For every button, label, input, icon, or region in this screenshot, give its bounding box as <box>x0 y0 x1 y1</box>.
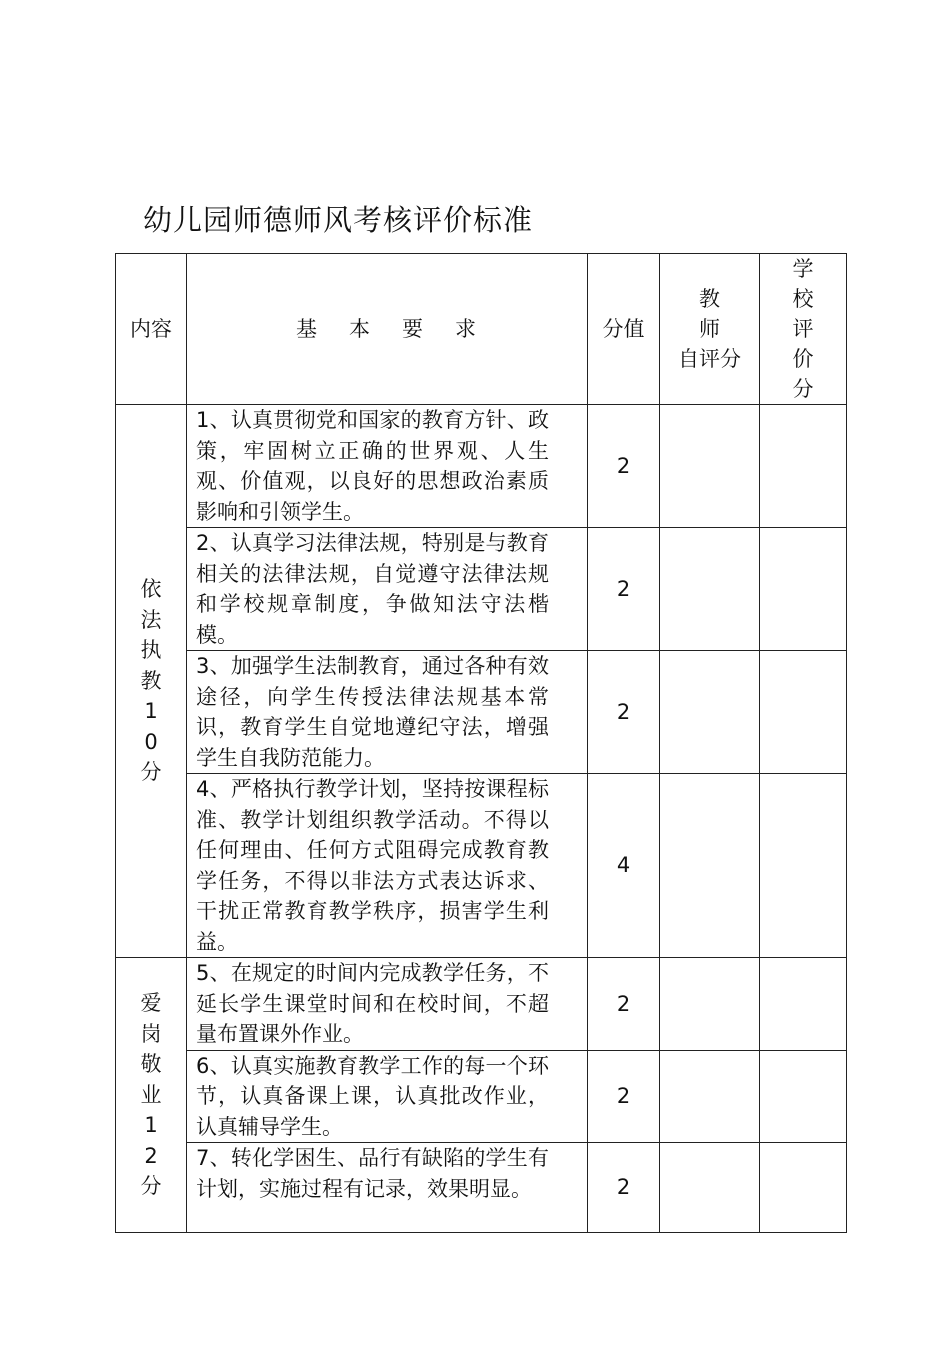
teacher-self-score-cell[interactable] <box>660 958 760 1051</box>
requirement-text: 4、严格执行教学计划，坚持按课程标准、教学计划组织教学活动。不得以任何理由、任何方式阻碍完成教育教学任务，不得以非法方式表达诉求、干扰正常教育教学秩序，损害学生利益。 <box>196 777 549 954</box>
score-cell: 2 <box>588 528 660 651</box>
header-requirements: 基本要求 <box>187 254 588 405</box>
school-eval-cell[interactable] <box>760 1050 847 1143</box>
requirement-cell <box>187 528 588 651</box>
score-cell: 2 <box>588 1050 660 1143</box>
score-cell: 4 <box>588 774 660 958</box>
school-eval-cell[interactable] <box>760 405 847 528</box>
requirement-text: 6、认真实施教育教学工作的每一个环节，认真备课上课，认真批改作业，认真辅导学生。 <box>196 1053 549 1139</box>
page-title: 幼儿园师德师风考核评价标准 <box>143 203 534 237</box>
header-score: 分值 <box>588 254 660 405</box>
evaluation-table <box>115 253 847 1233</box>
requirement-cell <box>187 774 588 958</box>
header-school-eval <box>760 254 847 405</box>
score-cell: 2 <box>588 1143 660 1233</box>
teacher-self-score-cell[interactable] <box>660 528 760 651</box>
teacher-self-score-cell[interactable] <box>660 1143 760 1233</box>
teacher-self-score-cell[interactable] <box>660 405 760 528</box>
school-eval-cell[interactable] <box>760 958 847 1051</box>
table-row <box>116 405 847 528</box>
score-cell: 2 <box>588 651 660 774</box>
section-label-cell <box>116 958 187 1233</box>
requirement-text: 5、在规定的时间内完成教学任务，不延长学生课堂时间和在校时间，不超量布置课外作业。 <box>196 961 549 1046</box>
header-teacher-self-score <box>660 254 760 405</box>
table-row <box>116 528 847 651</box>
requirement-text: 2、认真学习法律法规，特别是与教育相关的法律法规，自觉遵守法律法规和学校规章制度，争做知法守法楷模。 <box>196 531 549 647</box>
header-content: 内容 <box>116 254 187 405</box>
header-teacher-line1: 教师 <box>699 287 750 341</box>
school-eval-cell[interactable] <box>760 528 847 651</box>
requirement-cell <box>187 405 588 528</box>
section-label-cell <box>116 405 187 958</box>
table-row <box>116 958 847 1051</box>
teacher-self-score-cell[interactable] <box>660 651 760 774</box>
table-row <box>116 1050 847 1143</box>
score-cell: 2 <box>588 958 660 1051</box>
requirement-cell <box>187 1050 588 1143</box>
section-label: 爱岗敬业12分 <box>140 991 162 1199</box>
header-school-eval-text: 学校评价分 <box>792 257 814 401</box>
requirement-cell <box>187 1143 588 1233</box>
teacher-self-score-cell[interactable] <box>660 774 760 958</box>
header-row <box>116 254 847 405</box>
school-eval-cell[interactable] <box>760 1143 847 1233</box>
score-cell: 2 <box>588 405 660 528</box>
teacher-self-score-cell[interactable] <box>660 1050 760 1143</box>
requirement-text: 7、转化学困生、品行有缺陷的学生有计划，实施过程有记录，效果明显。 <box>196 1146 549 1201</box>
requirement-cell <box>187 958 588 1051</box>
school-eval-cell[interactable] <box>760 651 847 774</box>
school-eval-cell[interactable] <box>760 774 847 958</box>
requirement-cell <box>187 651 588 774</box>
table-row <box>116 774 847 958</box>
section-label: 依法执教10分 <box>140 577 162 785</box>
table-row <box>116 651 847 774</box>
table-row <box>116 1143 847 1233</box>
requirement-text: 3、加强学生法制教育，通过各种有效途径，向学生传授法律法规基本常识，教育学生自觉地遵纪守法，增强学生自我防范能力。 <box>196 654 549 770</box>
header-teacher-line2: 自评分 <box>678 347 741 371</box>
requirement-text: 1、认真贯彻党和国家的教育方针、政策，牢固树立正确的世界观、人生观、价值观，以良好的思想政治素质影响和引领学生。 <box>196 408 549 524</box>
